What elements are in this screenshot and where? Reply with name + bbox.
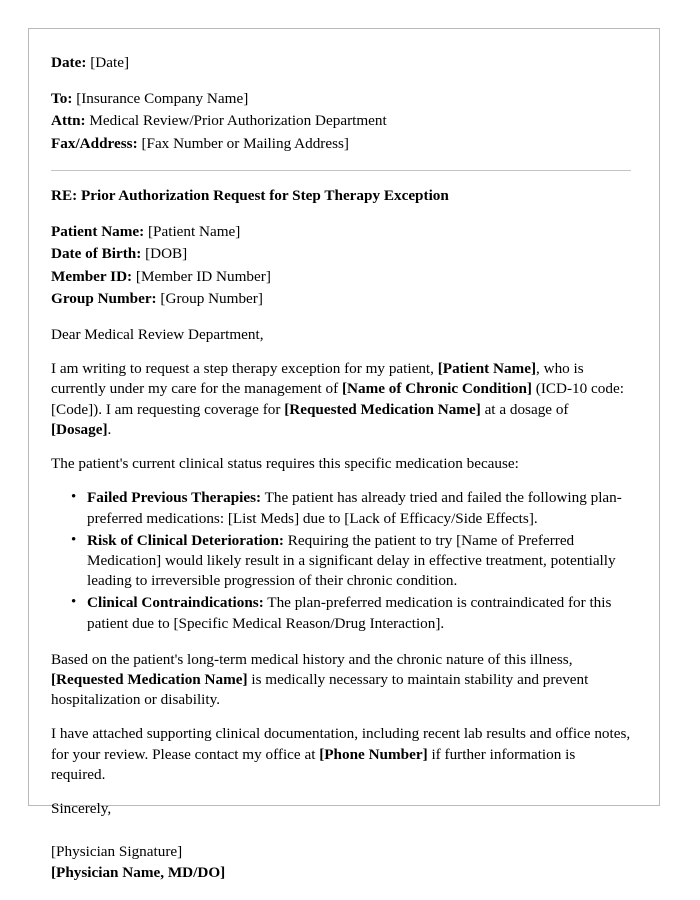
signature-name bbox=[51, 863, 631, 883]
reasons-list bbox=[51, 488, 631, 634]
bullet-text: Requiring the patient to try [Name of Preferred Medication] would likely result in a significant delay in effective treatment, potentially leading to irreversible progression of their chronic condition. bbox=[87, 531, 616, 590]
signature-line: [Physician Signature] bbox=[51, 843, 183, 861]
divider bbox=[51, 170, 631, 171]
subject-line bbox=[51, 186, 631, 206]
spacer bbox=[51, 710, 631, 724]
intro-part4: at a dosage of bbox=[480, 400, 569, 418]
spacer bbox=[51, 833, 631, 842]
group-number-value: [Group Number] bbox=[160, 289, 263, 307]
intro-part5: . bbox=[107, 420, 112, 438]
attn-value: Medical Review/Prior Authorization Department bbox=[89, 112, 387, 130]
spacer bbox=[51, 785, 631, 799]
attachments-paragraph bbox=[51, 724, 631, 785]
patient-name-label: Patient Name: bbox=[51, 223, 145, 241]
date-value: [Date] bbox=[90, 54, 130, 71]
fax-label: Fax/Address: bbox=[51, 134, 138, 152]
member-id-value: [Member ID Number] bbox=[135, 267, 271, 285]
bullet-label: Clinical Contraindications: bbox=[87, 594, 264, 612]
spacer bbox=[51, 345, 631, 359]
patient-dob-value: [DOB] bbox=[145, 245, 188, 263]
salutation: Dear Medical Review Department, bbox=[51, 325, 264, 343]
intro-bold1: [Patient Name] bbox=[437, 360, 537, 378]
member-id-line bbox=[51, 267, 631, 287]
letter-body bbox=[29, 29, 659, 883]
patient-name-line bbox=[51, 222, 631, 242]
closing: Sincerely, bbox=[51, 800, 112, 818]
to-line bbox=[51, 89, 631, 109]
spacer bbox=[51, 819, 631, 833]
bullet-label: Failed Previous Therapies: bbox=[87, 489, 262, 507]
group-number-label: Group Number: bbox=[51, 289, 157, 307]
intro-bold4: [Dosage] bbox=[51, 420, 108, 438]
letter-sheet bbox=[28, 28, 660, 881]
member-id-label: Member ID: bbox=[51, 267, 133, 285]
signature-name-text: [Physician Name, MD/DO] bbox=[51, 863, 226, 881]
attachments-part1: I have attached supporting clinical documentation, including recent lab results and office notes, for your review. Please contact my office at bbox=[51, 725, 631, 763]
date-line bbox=[51, 53, 631, 73]
list-item bbox=[87, 531, 631, 592]
spacer bbox=[51, 474, 631, 488]
patient-dob-label: Date of Birth: bbox=[51, 245, 142, 263]
bullet-label: Risk of Clinical Deterioration: bbox=[87, 531, 284, 549]
spacer bbox=[51, 440, 631, 454]
intro-part3: (ICD-10 code: [Code]). I am requesting coverage for bbox=[51, 380, 624, 418]
attn-line bbox=[51, 111, 631, 131]
intro-bold3: [Requested Medication Name] bbox=[284, 400, 481, 418]
attachments-bold1: [Phone Number] bbox=[319, 745, 428, 763]
to-value: [Insurance Company Name] bbox=[76, 90, 249, 108]
intro-paragraph bbox=[51, 359, 631, 440]
necessity-paragraph bbox=[51, 650, 631, 711]
spacer bbox=[51, 636, 631, 650]
to-label: To: bbox=[51, 90, 73, 108]
patient-dob-line bbox=[51, 244, 631, 264]
necessity-part2: is medically necessary to maintain stability and prevent hospitalization or disability. bbox=[51, 671, 589, 709]
list-item bbox=[87, 488, 631, 528]
reasons-lead: The patient's current clinical status requires this specific medication because: bbox=[51, 455, 519, 473]
subject-text: RE: Prior Authorization Request for Step Therapy Exception bbox=[51, 186, 449, 204]
spacer bbox=[51, 208, 631, 222]
fax-value: [Fax Number or Mailing Address] bbox=[141, 134, 349, 152]
bullet-text: The plan-preferred medication is contraindicated for this patient due to [Specific Medical Reason/Drug Interaction]. bbox=[87, 594, 612, 632]
necessity-bold1: [Requested Medication Name] bbox=[51, 671, 248, 689]
fax-line bbox=[51, 134, 631, 154]
intro-bold2: [Name of Chronic Condition] bbox=[341, 380, 532, 398]
list-item bbox=[87, 593, 631, 633]
attn-label: Attn: bbox=[51, 112, 86, 130]
date-label: Date: bbox=[51, 54, 87, 71]
bullet-text: The patient has already tried and failed the following plan-preferred medications: [List Meds] due to [Lack of Efficacy/Side Effects]. bbox=[87, 489, 622, 527]
intro-part2: , who is currently under my care for the management of bbox=[51, 360, 584, 398]
necessity-part1: Based on the patient's long-term medical history and the chronic nature of this illness, bbox=[51, 650, 573, 668]
intro-part1: I am writing to request a step therapy exception for my patient, bbox=[51, 360, 438, 378]
patient-name-value: [Patient Name] bbox=[148, 223, 241, 241]
group-number-line bbox=[51, 289, 631, 309]
attachments-part2: if further information is required. bbox=[51, 745, 576, 783]
spacer bbox=[51, 75, 631, 89]
spacer bbox=[51, 311, 631, 325]
